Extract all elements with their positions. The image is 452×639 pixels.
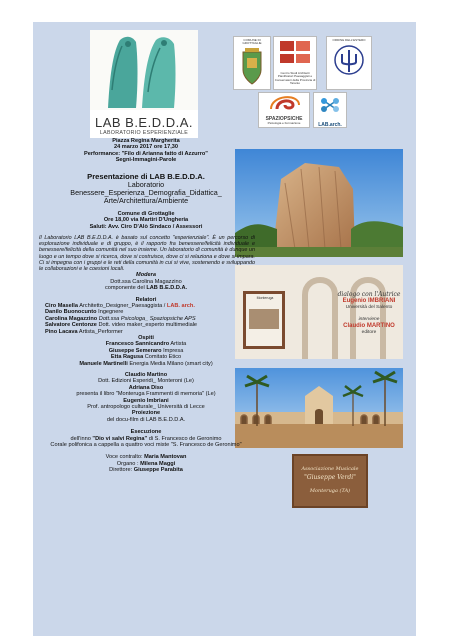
text-column — [33, 138, 259, 474]
quarry-photo — [235, 149, 403, 257]
voce-name: Giuseppe Parabita — [133, 467, 183, 474]
lab-bedda-figures-icon — [90, 30, 198, 110]
ospite-name: Manuele Martinelli — [79, 360, 128, 367]
relatore-name: Carolina Magazzino — [45, 315, 98, 322]
comune-saluti: Saluti: Avv. Ciro D'Alò Sindaco / Assessori — [89, 223, 203, 230]
book-cover-title: Monteruga — [256, 296, 274, 300]
modera-name: Dott.ssa Carolina Magazzino — [110, 278, 182, 285]
voce-label: Voce contralto: — [105, 454, 145, 461]
relatore-role: Ingegnere — [96, 309, 124, 316]
logo-spaziopsiche-name: SPAZIOPSICHE — [265, 116, 303, 122]
relatore-role: Dott.ssa Psicologa_ Spaziopsiche APS — [97, 315, 196, 322]
trident-seal-icon — [327, 42, 371, 82]
logo-centro-studi — [273, 36, 317, 90]
spiral-icon — [259, 93, 309, 111]
presentation-title: Presentazione di LAB B.E.D.D.A. — [87, 171, 205, 181]
voce-name: Milena Maggi — [140, 460, 176, 467]
claudio-name: Claudio Martino — [124, 371, 168, 378]
ospite-role: Energia Media Milano (smart city) — [127, 360, 213, 367]
ospiti-label: Ospiti — [138, 334, 154, 341]
presentation-line-1: Laboratorio — [127, 179, 165, 189]
logo-ordine — [326, 36, 372, 90]
relatore-role: Architetto_Designer_Paesaggista / — [77, 302, 167, 309]
esecuzione-corale: Corale polifonica a cappella a quattro voci miste "S. Francesco de Geronimo" — [50, 442, 242, 449]
relatore-role: Dott. video maker_esperto multimediale — [96, 322, 198, 329]
lab-logo-name: LAB B.E.D.D.A. — [94, 115, 194, 130]
book-dialog: dialogo con l'Autrice — [337, 291, 401, 298]
relatore-extra: LAB. arch. — [166, 302, 195, 309]
book-flyer — [235, 265, 403, 359]
esecuzione-label: Esecuzione — [130, 429, 162, 436]
claudio-role: Dott. Edizioni Esperidi_ Monteroni (Le) — [98, 378, 194, 385]
logo-comune-label: COMUNE DI GROTTAGLIE — [242, 38, 262, 46]
presentation-line-3: Arte/Architettura/Ambiente — [103, 196, 189, 206]
voce-label: Organo : — [116, 460, 141, 467]
book-editor: Claudio MARTINO — [343, 323, 395, 329]
sign-line-1: Associazione Musicale — [301, 466, 359, 472]
relatore-name: Salvatore Centonze — [45, 322, 97, 329]
esecuzione-post: di S. Francesco de Geronimo — [147, 435, 222, 442]
ospite-role: Artista — [169, 341, 187, 348]
logo-lab-arch-label: LAB.arch. — [318, 122, 342, 128]
sign-line-3: Monteruga (TA) — [309, 488, 351, 494]
flyer-page — [33, 22, 416, 636]
ospite-role: Comitato Etico — [143, 354, 182, 361]
modera-component-lab: LAB B.E.D.D.A. — [146, 285, 188, 292]
church-photo — [235, 368, 403, 448]
proiezione-text: del docu-film di LAB B.E.D.D.A. — [106, 416, 186, 423]
relatore-name: Danilo Buonocunto — [45, 309, 97, 316]
sign-line-2: "Giuseppe Verdi" — [304, 474, 356, 481]
logo-spaziopsiche — [258, 92, 310, 128]
lab-description: Il Laboratorio LAB B.E.D.D.A. è basato sul concetto "esperienziale". È un percorso di esplorazione individuale e di gruppo, è il rapporto fra benessere/felicità individuale e benessere/felicità della comunità nel suo insieme. Un laboratorio di comunità è dunque un luogo e un tempo dove si ricerca, dove si costruisce, dove ci si relaziona e dove si impara. Ci si impegna con i gruppi e le reti della comunità in cui si vive, sostenendo e sviluppando le collaborazioni e le coesioni locali. — [39, 235, 255, 273]
esecuzione-title: "Dio vi salvi Regina" — [92, 435, 148, 442]
adriana-role: presenta il libro "Monteruga Frammenti di memoria" (Le) — [76, 391, 216, 398]
comune-name: Comune di Grottaglie — [117, 210, 175, 217]
header-performance: Performance: "Filo di Arianna fatto di Azzurro" — [84, 150, 208, 157]
book-intervene: interviene — [358, 317, 380, 322]
association-sign — [292, 454, 368, 508]
ospite-name: Giuseppe Semeraro — [108, 347, 162, 354]
logo-lab-arch — [313, 92, 347, 128]
book-flyer-text — [335, 291, 403, 336]
logo-ordine-label: ORDINE DELL'ESTERO — [332, 38, 366, 42]
modera-label: Modera — [136, 272, 156, 279]
coat-of-arms-icon — [234, 46, 270, 88]
quarry-image — [235, 149, 403, 257]
esecuzione-pre: dell'inno — [70, 435, 93, 442]
voce-label: Direttore: — [109, 467, 134, 474]
header-segni: Segni-Immagini-Parole — [115, 157, 177, 164]
relatore-name: Pino Lacava — [45, 328, 78, 335]
modera-component-pre: componente del — [104, 285, 145, 292]
book-uni: Università del Salento — [345, 305, 393, 310]
lab-logo-subtitle: LABORATORIO ESPERIENZIALE — [99, 130, 189, 136]
comune-time: Ore 18,00 via Martiri D'Ungheria — [103, 217, 189, 224]
ospite-name: Francesco Sannicandro — [105, 341, 170, 348]
ospite-name: Etta Ragusa — [110, 354, 144, 361]
logo-spaziopsiche-sub: Psicologia e Formazione — [267, 121, 301, 125]
header-place: Piazza Regina Margherita — [112, 138, 180, 144]
voce-item — [33, 467, 259, 473]
header-date: 24 marzo 2017 ore 17,30 — [113, 144, 179, 151]
molecule-icon — [314, 93, 346, 117]
lab-bedda-logo — [90, 30, 198, 138]
book-author: Eugenio IMBRIANI — [342, 298, 396, 304]
centro-studi-icon — [274, 37, 316, 67]
presentation-line-2: Benessere_Esperienza_Demografia_Didattica_ — [70, 188, 222, 198]
church-image — [235, 368, 403, 448]
relatori-label: Relatori — [135, 296, 157, 303]
ospite-role: Impresa — [161, 347, 184, 354]
logo-centro-label: Centro Studi Architetti Pianificatori Paesaggisti e Conservatori della Provincia di Taranto — [274, 71, 316, 86]
proiezione-label: Proiezione — [131, 410, 161, 417]
logo-comune — [233, 36, 271, 90]
sign-text — [294, 466, 366, 495]
eugenio-role: Prof. antropologo culturale_ Università di Lecce — [87, 404, 205, 410]
book-editor-role: editore — [361, 330, 377, 335]
adriana-name: Adriana Diso — [128, 384, 164, 391]
relatore-role: Artista_Performer — [77, 328, 123, 335]
eugenio-name: Eugenio Imbriani — [123, 397, 169, 404]
relatori-list — [33, 303, 259, 335]
relatore-name: Ciro Masella — [45, 302, 78, 309]
voce-name: Maria Mantovan — [144, 454, 187, 461]
